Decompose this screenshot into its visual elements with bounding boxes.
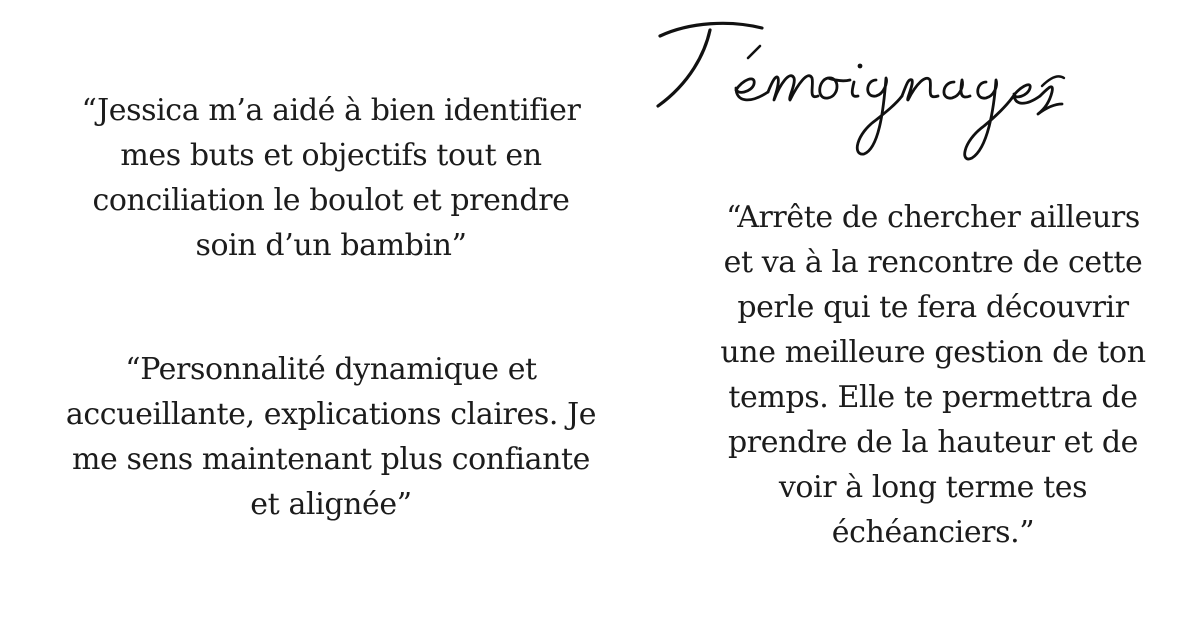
- testimonial-quote-1: “Jessica m’a aidé à bien identifier mes buts et objectifs tout en conciliation le boulot et prendre soin d’un bambin”: [81, 93, 581, 263]
- testimonial-quote-2: “Personnalité dynamique et accueillante, explications claires. Je me sens maintenant plus confiante et alignée”: [65, 352, 597, 522]
- handwritten-title-script: [650, 8, 1080, 178]
- page-title: [650, 8, 1080, 178]
- testimonial-quote-3: “Arrête de chercher ailleurs et va à la rencontre de cette perle qui te fera découvrir une meilleure gestion de ton temps. Elle te permettra de prendre de la hauteur et de voir à long terme tes échéanciers.”: [720, 200, 1146, 550]
